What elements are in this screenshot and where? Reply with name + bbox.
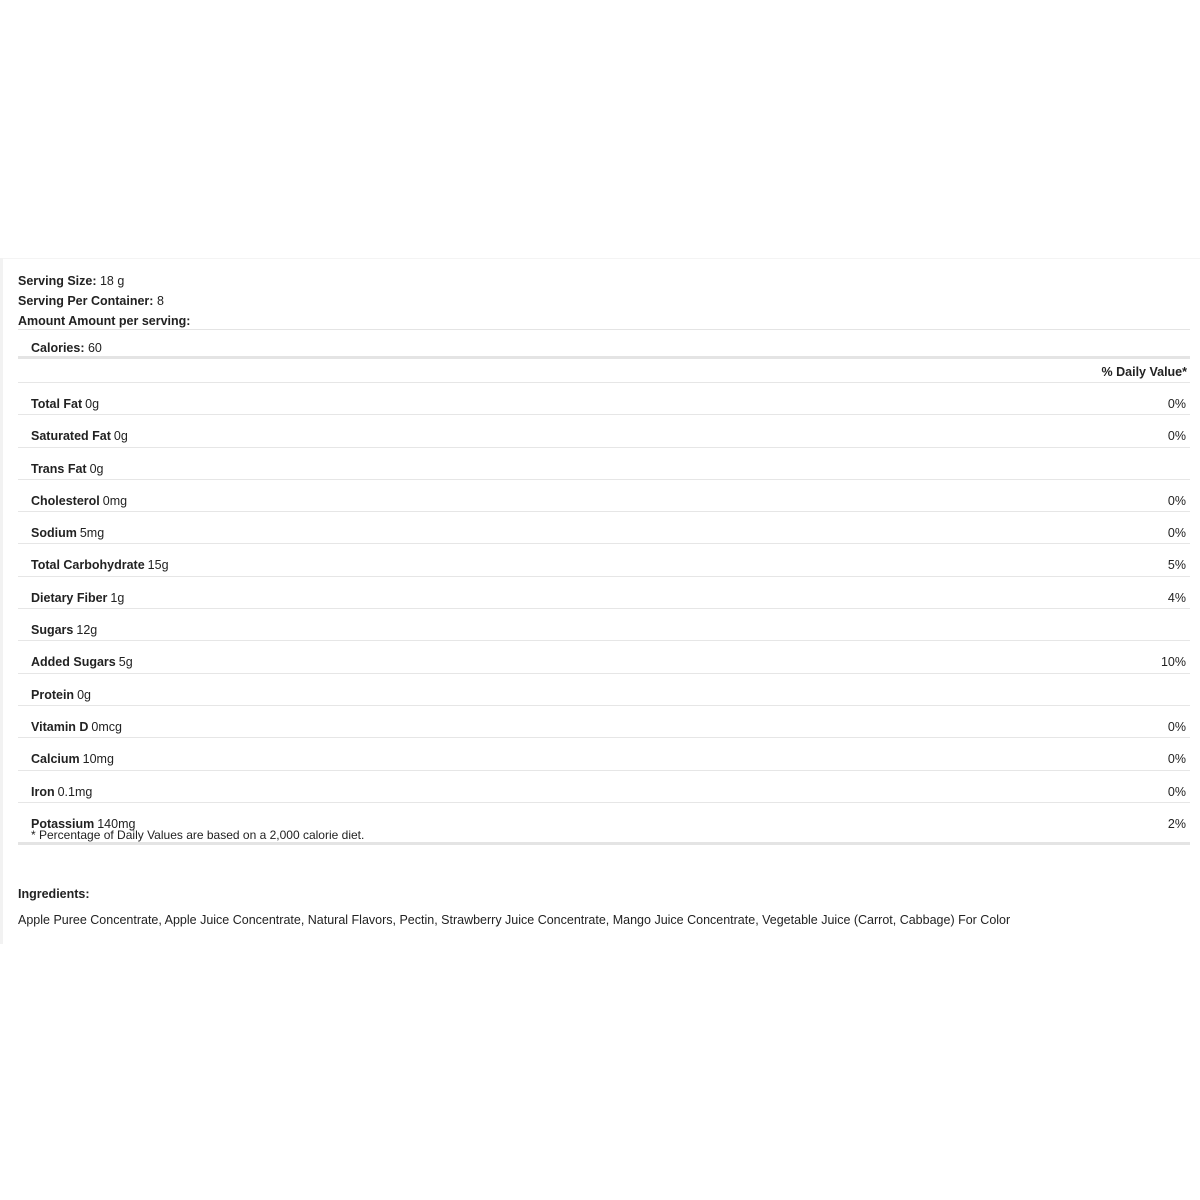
nutrient-row xyxy=(18,577,1190,609)
nutrient-name: Iron xyxy=(31,784,55,799)
nutrient-daily-value: 0% xyxy=(1167,752,1186,767)
nutrient-daily-value: 0% xyxy=(1167,784,1186,799)
amount-per-serving-label: Amount Amount per serving: xyxy=(18,314,191,328)
daily-value-footnote: * Percentage of Daily Values are based on a 2,000 calorie diet. xyxy=(18,827,1190,845)
nutrient-row xyxy=(18,738,1190,770)
nutrient-row xyxy=(18,544,1190,576)
nutrient-amount: 0mcg xyxy=(91,719,122,734)
nutrient-name: Added Sugars xyxy=(31,655,116,670)
nutrient-amount: 12g xyxy=(76,623,98,638)
nutrient-name: Total Carbohydrate xyxy=(31,558,145,573)
serving-size-label: Serving Size: xyxy=(18,274,97,288)
panel-left-border xyxy=(0,258,3,944)
panel-top-border xyxy=(0,258,1200,259)
nutrient-name: Protein xyxy=(31,687,75,702)
nutrient-daily-value: 2% xyxy=(1167,816,1186,831)
nutrient-amount: 0g xyxy=(89,461,104,476)
nutrient-amount: 0g xyxy=(85,397,100,411)
nutrient-name: Sodium xyxy=(31,526,77,541)
nutrient-name: Trans Fat xyxy=(31,461,87,476)
nutrient-row xyxy=(18,480,1190,512)
nutrient-amount: 0g xyxy=(113,429,128,444)
nutrient-amount: 1g xyxy=(110,590,125,605)
nutrition-facts-table xyxy=(18,329,1190,845)
nutrient-row xyxy=(18,512,1190,544)
nutrient-name: Total Fat xyxy=(31,397,83,411)
serving-info xyxy=(18,271,190,331)
nutrient-daily-value: 10% xyxy=(1160,655,1186,670)
nutrient-name: Vitamin D xyxy=(31,719,89,734)
nutrient-daily-value: 5% xyxy=(1167,558,1186,573)
nutrient-row xyxy=(18,803,1190,835)
nutrient-daily-value: 0% xyxy=(1167,526,1186,541)
nutrient-amount: 5g xyxy=(118,655,133,670)
calories-value: 60 xyxy=(87,341,102,355)
nutrient-name: Cholesterol xyxy=(31,493,100,508)
nutrient-row xyxy=(18,609,1190,641)
ingredients-text: Apple Puree Concentrate, Apple Juice Concentrate, Natural Flavors, Pectin, Strawberry Juice Concentrate, Mango Juice Concentrate, Vegetable Juice (Carrot, Cabbage) For Color xyxy=(18,913,1011,927)
servings-per-container-value: 8 xyxy=(156,294,164,308)
nutrient-row xyxy=(18,641,1190,673)
nutrient-name: Dietary Fiber xyxy=(31,590,108,605)
nutrient-name: Saturated Fat xyxy=(31,429,111,444)
servings-per-container-line xyxy=(18,291,190,311)
serving-size-value: 18 g xyxy=(99,274,125,288)
nutrient-row xyxy=(18,383,1190,415)
nutrient-amount: 0.1mg xyxy=(57,784,93,799)
nutrient-amount: 0mg xyxy=(102,493,128,508)
calories-row xyxy=(18,329,1190,359)
nutrient-amount: 15g xyxy=(147,558,169,573)
nutrient-daily-value: 0% xyxy=(1167,719,1186,734)
nutrient-row xyxy=(18,415,1190,447)
nutrient-row xyxy=(18,771,1190,803)
servings-per-container-label: Serving Per Container: xyxy=(18,294,154,308)
nutrient-amount: 10mg xyxy=(82,752,114,767)
nutrient-daily-value: 0% xyxy=(1167,397,1186,411)
nutrient-daily-value: 0% xyxy=(1167,429,1186,444)
calories-label: Calories: xyxy=(31,341,85,355)
nutrient-amount: 0g xyxy=(77,687,91,702)
nutrient-daily-value: 4% xyxy=(1167,590,1186,605)
nutrient-amount: 140mg xyxy=(97,816,136,831)
nutrient-rows xyxy=(18,383,1190,835)
ingredients-section xyxy=(18,884,1190,930)
nutrient-name: Sugars xyxy=(31,623,74,638)
nutrient-row xyxy=(18,674,1190,706)
nutrient-daily-value: 0% xyxy=(1167,493,1186,508)
ingredients-title: Ingredients: xyxy=(18,887,90,901)
daily-value-header: % Daily Value* xyxy=(18,359,1190,383)
nutrient-name: Potassium xyxy=(31,816,95,831)
nutrient-amount: 5mg xyxy=(79,526,105,541)
nutrient-row xyxy=(18,706,1190,738)
nutrient-row xyxy=(18,448,1190,480)
serving-size-line xyxy=(18,271,190,291)
nutrient-name: Calcium xyxy=(31,752,80,767)
amount-per-serving-line xyxy=(18,311,190,331)
